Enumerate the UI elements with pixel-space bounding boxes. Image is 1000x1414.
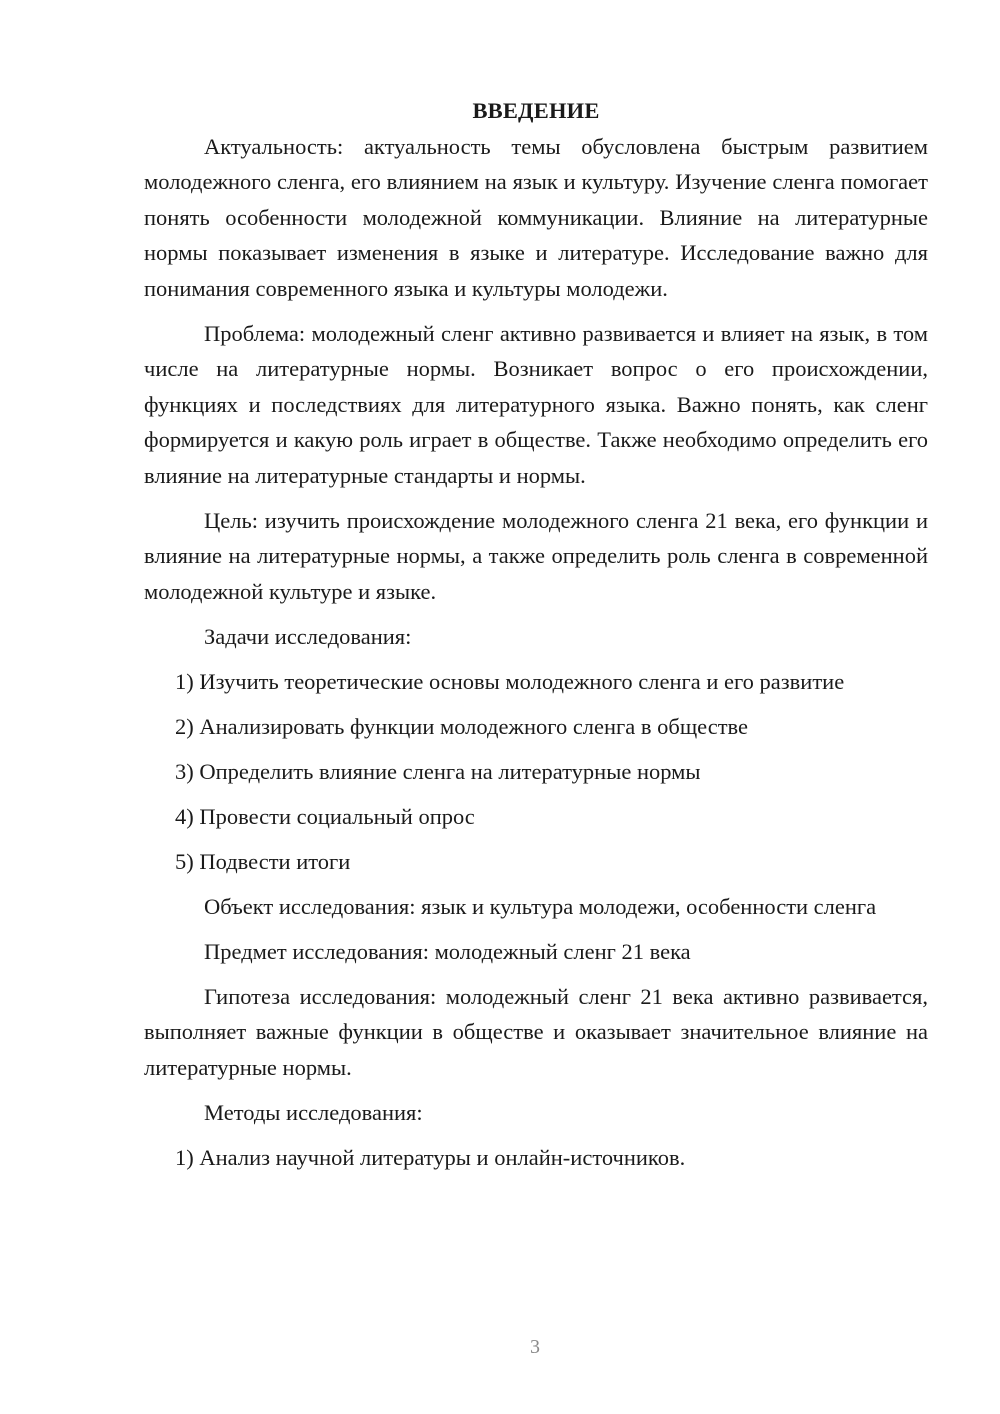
- paragraph-problem: Проблема: молодежный сленг активно развивается и влияет на язык, в том числе на литературные нормы. Возникает вопрос о его происхождении, функциях и последствиях для литературного языка. Важно понять, как сленг формируется и какую роль играет в обществе. Также необходимо определить его влияние на литературные стандарты и нормы.: [144, 320, 928, 488]
- task-item: 1) Изучить теоретические основы молодежного сленга и его развитие: [175, 668, 845, 694]
- paragraph-relevance: Актуальность: актуальность темы обусловлена быстрым развитием молодежного сленга, его влиянием на язык и культуру. Изучение сленга помогает понять особенности молодежной коммуникации. Влияние на литературные нормы показывает изменения в языке и литературе. Исследование важно для понимания современного языка и культуры молодежи.: [144, 133, 928, 301]
- section-title: ВВЕДЕНИЕ: [472, 98, 600, 123]
- method-item: 1) Анализ научной литературы и онлайн-источников.: [175, 1144, 686, 1170]
- paragraph-hypothesis: Гипотеза исследования: молодежный сленг 21 века активно развивается, выполняет важные функции в обществе и оказывает значительное влияние на литературные нормы.: [144, 983, 928, 1080]
- task-item: 3) Определить влияние сленга на литературные нормы: [175, 758, 701, 784]
- methods-heading: Методы исследования:: [204, 1099, 423, 1125]
- page-number: 3: [530, 1336, 540, 1358]
- task-item: 5) Подвести итоги: [175, 848, 351, 874]
- page-body: [144, 93, 928, 1185]
- paragraph-subject: Предмет исследования: молодежный сленг 21 века: [204, 938, 691, 964]
- task-item: 2) Анализировать функции молодежного сленга в обществе: [175, 713, 749, 739]
- paragraph-object: Объект исследования: язык и культура молодежи, особенности сленга: [204, 893, 877, 919]
- task-item: 4) Провести социальный опрос: [175, 803, 475, 829]
- tasks-heading: Задачи исследования:: [204, 623, 412, 649]
- paragraph-goal: Цель: изучить происхождение молодежного сленга 21 века, его функции и влияние на литературные нормы, а также определить роль сленга в современной молодежной культуре и языке.: [144, 507, 928, 604]
